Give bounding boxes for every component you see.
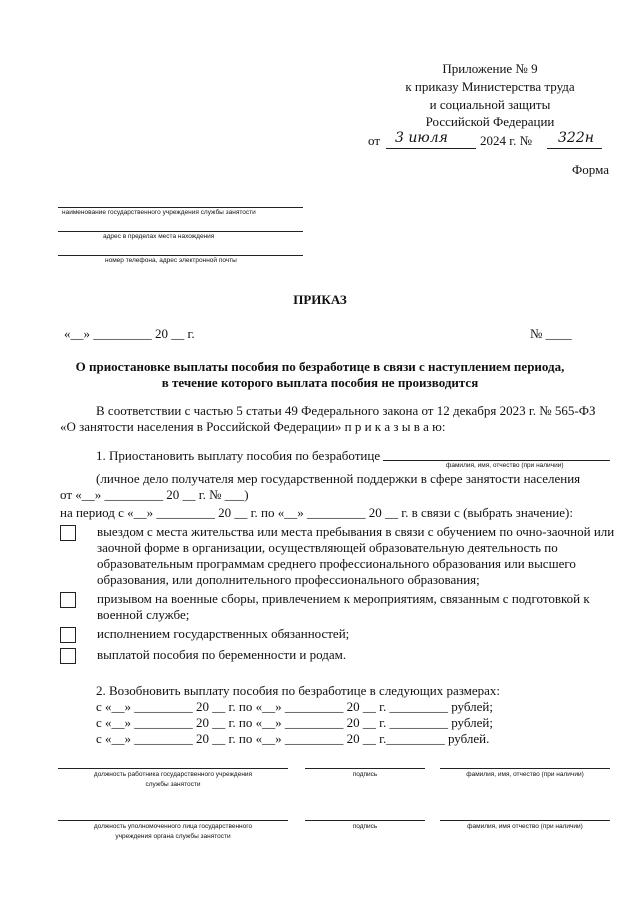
option-study-line-2: заочной форме в организации, осуществляющей образовательную деятельность по bbox=[97, 540, 558, 555]
appendix-date-year: 2024 г. № bbox=[480, 133, 533, 148]
item2-text: 2. Возобновить выплату пособия по безработице в следующих размерах: bbox=[96, 683, 501, 698]
sig1-position-caption-1: должность работника государственного учреждения bbox=[93, 771, 253, 778]
subject-line-1: О приостановке выплаты пособия по безработице в связи с наступлением периода, bbox=[75, 359, 565, 374]
item1-fio-line bbox=[383, 460, 610, 461]
option-maternity-label: выплатой пособия по беременности и родам. bbox=[97, 647, 347, 662]
sig2-fio-line bbox=[440, 820, 610, 821]
option-study-line-4: образования, или дополнительного профессионального образования; bbox=[97, 572, 480, 587]
option-study-line-1: выездом с места жительства или места пребывания в связи с обучением по очно-заочной или bbox=[97, 524, 615, 539]
preamble-line-1: В соответствии с частью 5 статьи 49 Федерального закона от 12 декабря 2023 г. № 565-ФЗ bbox=[96, 403, 596, 418]
appendix-title: Приложение № 9 bbox=[442, 61, 538, 76]
appendix-line-4: Российской Федерации bbox=[425, 114, 555, 129]
option-state-duties-checkbox[interactable] bbox=[60, 627, 76, 643]
sig2-signature-line bbox=[305, 820, 425, 821]
appendix-line-3: и социальной защиты bbox=[429, 97, 551, 112]
sig1-fio-caption: фамилия, имя, отчество (при наличии) bbox=[466, 771, 584, 778]
org-name-caption: наименование государственного учреждения службы занятости bbox=[62, 209, 256, 216]
form-label: Форма bbox=[572, 162, 609, 177]
item2-row-2: с «__» _________ 20 __ г. по «__» _________ 20 __ г. _________ рублей; bbox=[96, 715, 493, 730]
order-number-line: № ____ bbox=[530, 326, 572, 341]
option-military-line-1: призывом на военные сборы, привлечением к мероприятиям, связанным с подготовкой к bbox=[97, 591, 590, 606]
contacts-caption: номер телефона, адрес электронной почты bbox=[105, 257, 237, 264]
address-caption: адрес в пределах места нахождения bbox=[103, 233, 215, 240]
item1-case-line-2: от «__» _________ 20 __ г. № ___) bbox=[60, 487, 249, 502]
appendix-order-number: 322н bbox=[558, 130, 594, 146]
option-maternity-checkbox[interactable] bbox=[60, 648, 76, 664]
appendix-date-prefix: от bbox=[368, 133, 381, 148]
appendix-date-handwritten: 3 июля bbox=[395, 130, 448, 146]
item1-fio-caption: фамилия, имя, отчество (при наличии) bbox=[446, 462, 564, 469]
sig1-position-caption-2: службы занятости bbox=[145, 781, 201, 788]
item1-period-line: на период с «__» _________ 20 __ г. по «__» _________ 20 __ г. в связи с (выбрать значение): bbox=[60, 505, 573, 520]
option-military-line-2: военной службе; bbox=[97, 607, 190, 622]
date-underline bbox=[386, 148, 476, 149]
sig2-position-line bbox=[58, 820, 288, 821]
sig2-position-caption-2: учреждения органа службы занятости bbox=[115, 833, 231, 840]
sig2-position-caption-1: должность уполномоченного лица государственного bbox=[93, 823, 253, 830]
option-military-checkbox[interactable] bbox=[60, 592, 76, 608]
appendix-line-2: к приказу Министерства труда bbox=[405, 79, 575, 94]
option-state-duties-label: исполнением государственных обязанностей; bbox=[97, 626, 350, 641]
sig1-signature-line bbox=[305, 768, 425, 769]
item1-case-line-1: (личное дело получателя мер государственной поддержки в сфере занятости населения bbox=[96, 471, 581, 486]
sig1-fio-line bbox=[440, 768, 610, 769]
sig2-fio-caption: фамилия, имя отчество (при наличии) bbox=[467, 823, 583, 830]
org-name-line bbox=[58, 207, 303, 208]
sig2-signature-caption: подпись bbox=[352, 823, 378, 830]
option-study-checkbox[interactable] bbox=[60, 525, 76, 541]
address-line bbox=[58, 231, 303, 232]
item2-row-3: с «__» _________ 20 __ г. по «__» _________ 20 __ г._________ рублей. bbox=[96, 731, 490, 746]
option-study-line-3: образовательным программам среднего профессионального образования или высшего bbox=[97, 556, 576, 571]
contacts-line bbox=[58, 255, 303, 256]
item2-row-1: с «__» _________ 20 __ г. по «__» _________ 20 __ г. _________ рублей; bbox=[96, 699, 493, 714]
sig1-signature-caption: подпись bbox=[352, 771, 378, 778]
number-underline bbox=[547, 148, 602, 149]
subject-line-2: в течение которого выплата пособия не производится bbox=[161, 375, 479, 390]
item1-text: 1. Приостановить выплату пособия по безработице bbox=[96, 448, 381, 463]
order-date-line: «__» _________ 20 __ г. bbox=[64, 326, 195, 341]
sig1-position-line bbox=[58, 768, 288, 769]
preamble-line-2: «О занятости населения в Российской Федерации» п р и к а з ы в а ю: bbox=[60, 419, 446, 434]
doc-title: ПРИКАЗ bbox=[293, 292, 347, 307]
